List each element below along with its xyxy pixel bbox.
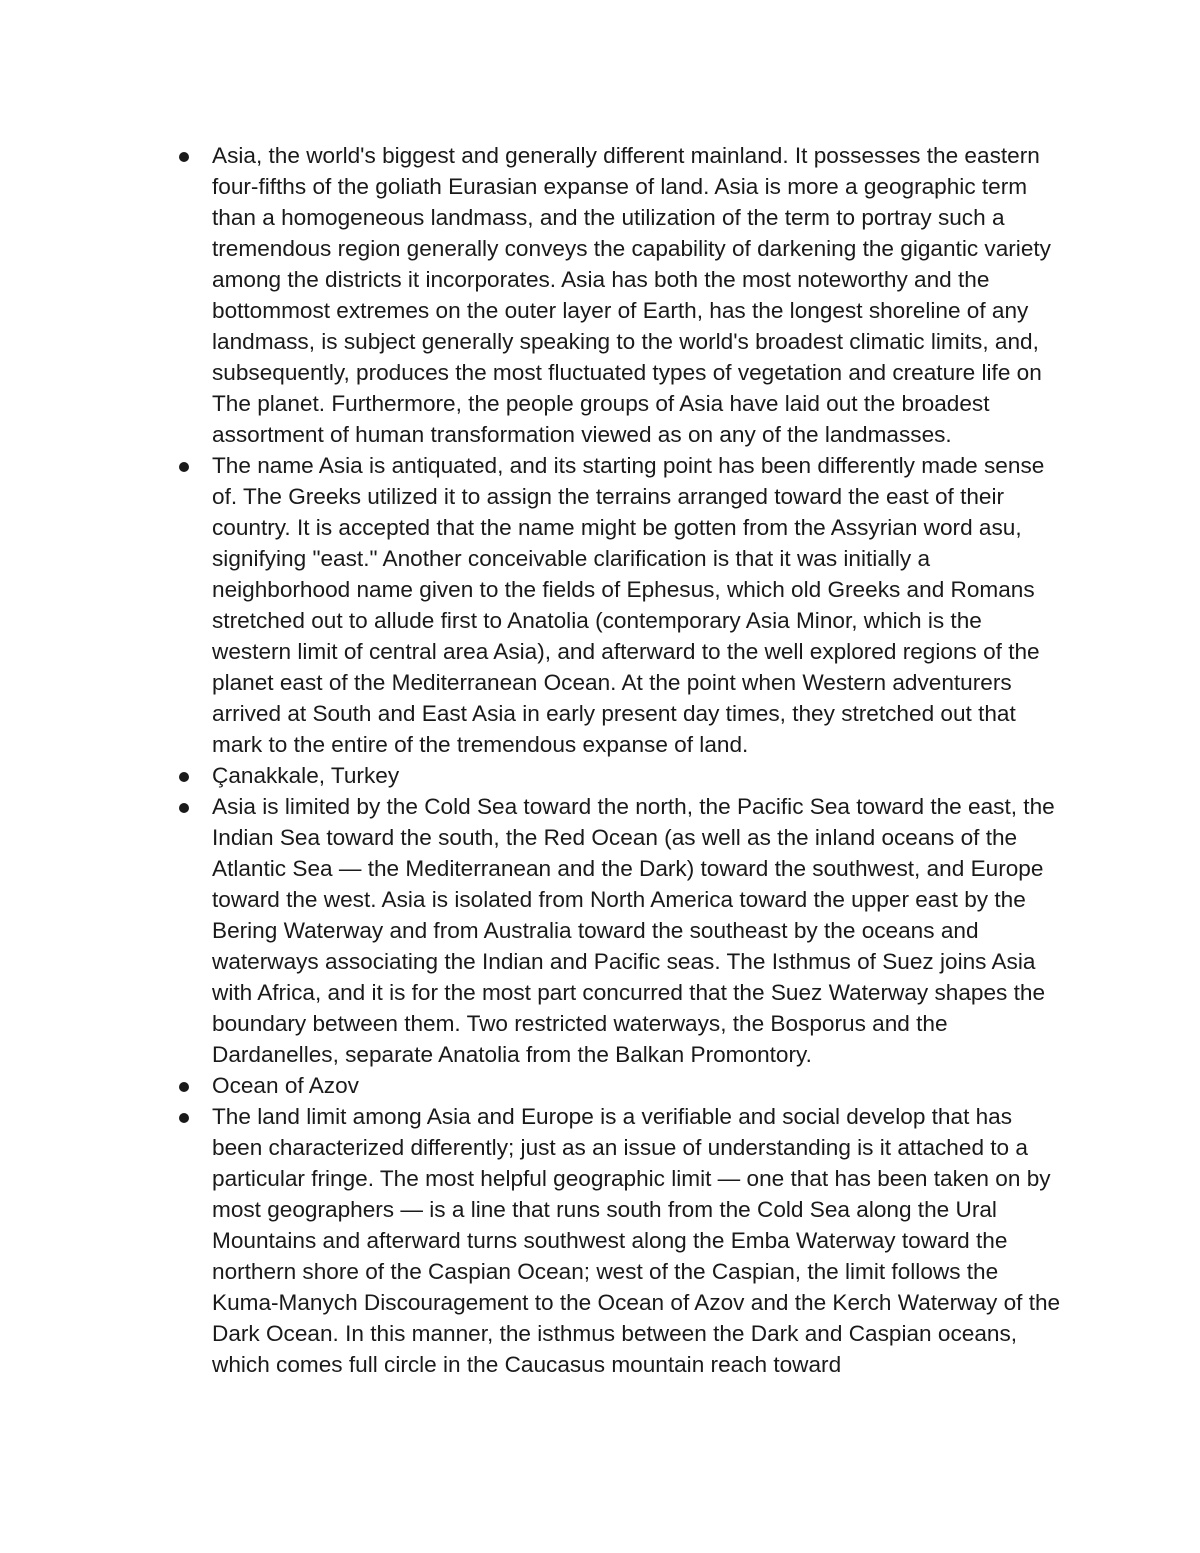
bullet-text: Ocean of Azov [212,1073,359,1098]
list-item [176,760,1076,791]
bullet-icon [179,1113,189,1123]
bullet-icon [179,803,189,813]
bullet-list [176,140,1076,1380]
bullet-text: Asia is limited by the Cold Sea toward the north, the Pacific Sea toward the east, the Indian Sea toward the south, the Red Ocean (as well as the inland oceans of the Atlantic Sea — the Mediterranean and the Dark) toward the southwest, and Europe toward the west. Asia is isolated from North America toward the upper east by the Bering Waterway and from Australia toward the southeast by the oceans and waterways associating the Indian and Pacific seas. The Isthmus of Suez joins Asia with Africa, and it is for the most part concurred that the Suez Waterway shapes the boundary between them. Two restricted waterways, the Bosporus and the Dardanelles, separate Anatolia from the Balkan Promontory. [212,794,1055,1067]
bullet-icon [179,462,189,472]
bullet-icon [179,1082,189,1092]
bullet-icon [179,772,189,782]
bullet-text: The land limit among Asia and Europe is a verifiable and social develop that has been characterized differently; just as an issue of understanding is it attached to a particular fringe. The most helpful geographic limit — one that has been taken on by most geographers — is a line that runs south from the Cold Sea along the Ural Mountains and afterward turns southwest along the Emba Waterway toward the northern shore of the Caspian Ocean; west of the Caspian, the limit follows the Kuma-Manych Discouragement to the Ocean of Azov and the Kerch Waterway of the Dark Ocean. In this manner, the isthmus between the Dark and Caspian oceans, which comes full circle in the Caucasus mountain reach toward [212,1104,1061,1377]
list-item [176,791,1076,1070]
list-item [176,140,1076,450]
list-item [176,1070,1076,1101]
bullet-icon [179,152,189,162]
list-item [176,450,1076,760]
bullet-text: Asia, the world's biggest and generally different mainland. It possesses the eastern four-fifths of the goliath Eurasian expanse of land. Asia is more a geographic term than a homogeneous landmass, and the utilization of the term to portray such a tremendous region generally conveys the capability of darkening the gigantic variety among the districts it incorporates. Asia has both the most noteworthy and the bottommost extremes on the outer layer of Earth, has the longest shoreline of any landmass, is subject generally speaking to the world's broadest climatic limits, and, subsequently, produces the most fluctuated types of vegetation and creature life on The planet. Furthermore, the people groups of Asia have laid out the broadest assortment of human transformation viewed as on any of the landmasses. [212,143,1051,447]
list-item [176,1101,1076,1380]
bullet-text: Çanakkale, Turkey [212,763,400,788]
bullet-text: The name Asia is antiquated, and its starting point has been differently made sense of. The Greeks utilized it to assign the terrains arranged toward the east of their country. It is accepted that the name might be gotten from the Assyrian word asu, signifying "east." Another conceivable clarification is that it was initially a neighborhood name given to the fields of Ephesus, which old Greeks and Romans stretched out to allude first to Anatolia (contemporary Asia Minor, which is the western limit of central area Asia), and afterward to the well explored regions of the planet east of the Mediterranean Ocean. At the point when Western adventurers arrived at South and East Asia in early present day times, they stretched out that mark to the entire of the tremendous expanse of land. [212,453,1045,757]
